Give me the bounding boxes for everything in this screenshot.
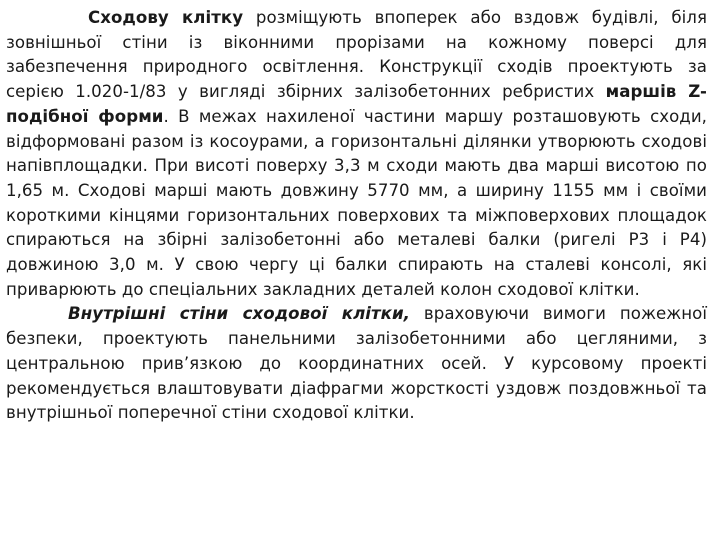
document-page xyxy=(6,6,707,426)
paragraph-text: враховуючи вимоги пожежної безпеки, проектують панельними залізобетонними або цегляними, з центральною прив’язкою до координатних осей. У курсовому проекті рекомендується влаштовувати діафрагми жорсткості уздовж поздовжньої та внутрішньої поперечної стіни сходової клітки. xyxy=(6,304,707,423)
term-staircase: Сходову клітку xyxy=(88,8,244,27)
paragraph-staircase-placement xyxy=(6,6,707,302)
paragraph-text: . В межах нахиленої частини маршу розташовують сходи, відформовані разом із косоурами, а горизонтальні ділянки утворюють сходові напівплощадки. При висоті поверху 3,3 м сходи мають два марші висотою по 1,65 м. Сходові марші мають довжину 5770 мм, а ширину 1155 мм і своїми короткими кінцями горизонтальних поверхових та міжповерхових площадок спираються на збірні залізобетонні або металеві балки (ригелі Р3 і Р4) довжиною 3,0 м. У свою чергу ці балки спирають на сталеві консолі, які приварюють до спеціальних закладних деталей колон сходової клітки. xyxy=(6,106,707,299)
term-inner-walls: Внутрішні стіни сходової клітки, xyxy=(68,304,411,324)
term-z-flights: маршів Z-подібної форми xyxy=(6,82,707,126)
paragraph-text: розміщують впоперек або вздовж будівлі, біля зовнішньої стіни із віконними прорізами на кожному поверсі для забезпечення природного освітлення. Конструкції сходів проектують за серією 1.020-1/83 у вигляді збірних залізобетонних ребристих xyxy=(6,8,707,102)
paragraph-inner-walls xyxy=(6,302,707,426)
